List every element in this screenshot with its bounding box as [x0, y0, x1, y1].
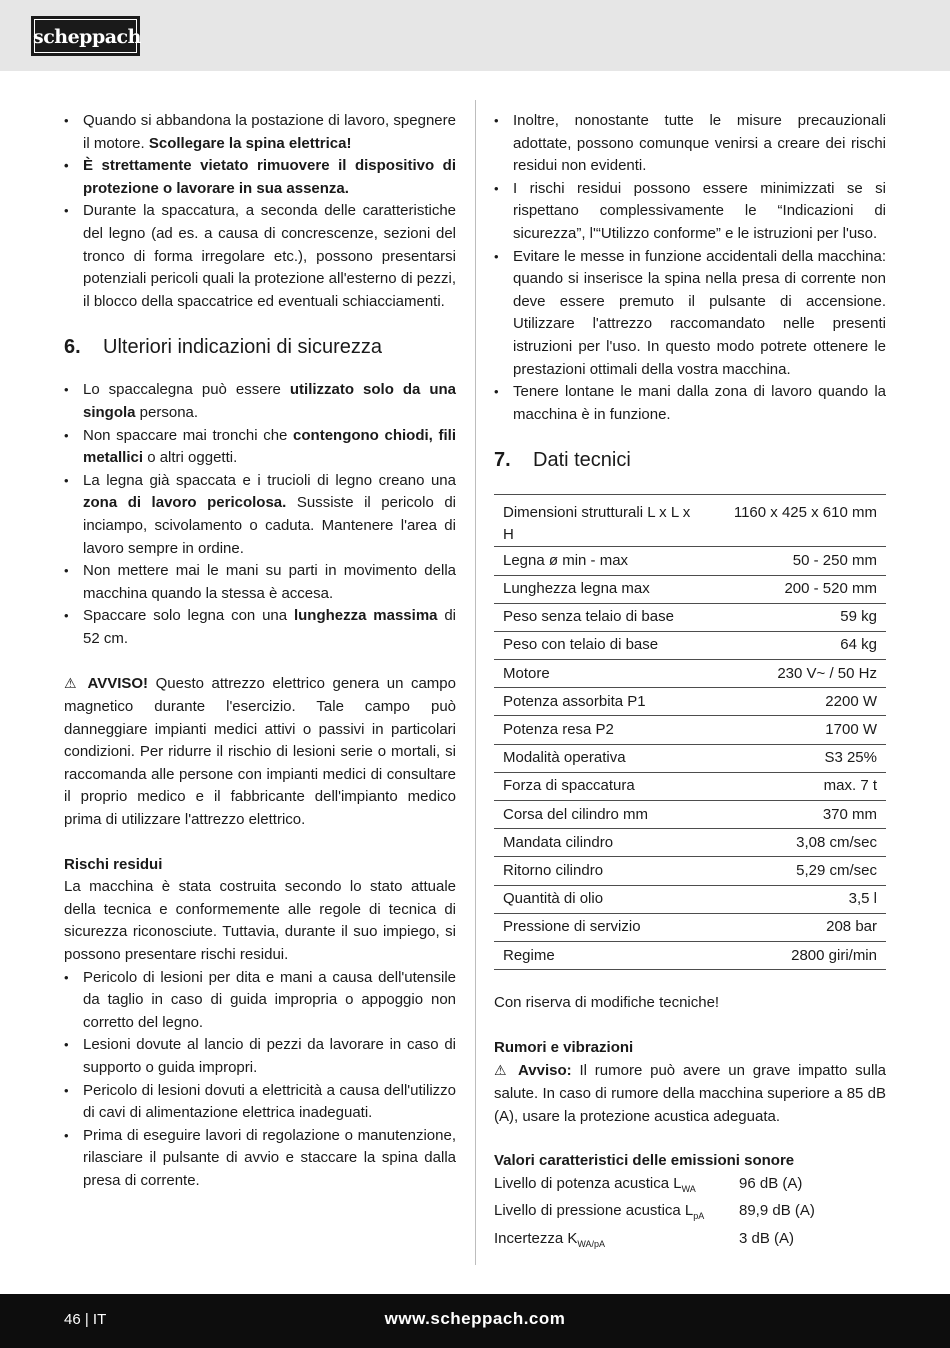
table-row — [494, 575, 886, 603]
section-6-list — [64, 379, 456, 650]
spec-value: 1700 W — [825, 721, 877, 739]
noise-warning — [494, 1059, 886, 1128]
item-text: Sussiste il pericolo di inciampo, scivolamento o caduta. Mantenere l'area di lavoro sempre in ordine. — [83, 494, 456, 557]
list-item: • Pericolo di lesioni dovuti a elettricità a causa dell'utilizzo di cavi di alimentazione elettrica inadeguati. — [64, 1080, 456, 1125]
item-text: Spaccare solo legna con una — [83, 607, 294, 625]
magnetic-field-warning — [64, 672, 456, 831]
spec-value: 370 mm — [822, 805, 877, 823]
spec-label: Ritorno cilindro — [503, 861, 604, 879]
section-title: Dati tecnici — [533, 449, 631, 472]
item-text: Lo spaccalegna può essere — [83, 381, 290, 399]
item-bold-text: Scollegare la spina elettrica! — [148, 134, 352, 152]
emission-row — [494, 1228, 886, 1256]
item-text: Quando si abbandona la postazione di lavoro, spegnere il motore. — [83, 112, 456, 152]
safety-list-continued — [494, 110, 886, 426]
emission-label-text: Livello di pressione acustica L — [494, 1202, 694, 1220]
warning-text: Questo attrezzo elettrico genera un campo magnetico durante l'esercizio. Tale campo può danneggiare impianti medici attivi o passivi in particolari condizioni. Per ridurre il rischio di lesioni serie o mortali, si raccomanda alle persone con impianti medici di consultare il proprio medico e il fabbricante dell'impianto medico prima di utilizzare l'attrezzo elettrico. — [64, 675, 456, 829]
residual-risks-list — [64, 967, 456, 1193]
item-text: Durante la spaccatura, a seconda delle caratteristiche del legno (ad es. a causa di concrescenze, sezioni del tronco di forma irregolare etc.), possono presentarsi potenziali pericoli quali la protezione all'esterno di pezzi, il blocco della spaccatrice ed eventuali schiacciamenti. — [83, 202, 456, 310]
table-row — [494, 913, 886, 941]
spec-value: 3,08 cm/sec — [796, 833, 877, 851]
spec-label: Regime — [503, 946, 555, 964]
item-bold-text: lunghezza massima — [293, 607, 438, 625]
spec-label: Pressione di servizio — [503, 918, 641, 936]
warning-icon: ⚠ — [494, 1062, 511, 1079]
table-row — [494, 603, 886, 631]
spec-value: 50 - 250 mm — [792, 551, 877, 569]
table-row — [494, 941, 886, 969]
emission-value: 89,9 dB (A) — [739, 1202, 815, 1220]
spec-label: Potenza resa P2 — [503, 721, 614, 739]
warning-icon: ⚠ — [64, 675, 80, 692]
item-text: La legna già spaccata e i trucioli di legno creano una — [83, 471, 456, 489]
table-row — [494, 857, 886, 885]
header-bar — [0, 0, 950, 71]
table-row — [494, 772, 886, 800]
section-6-heading — [64, 333, 456, 361]
list-item — [64, 425, 456, 470]
item-bold-text: utilizzato solo da una singola — [83, 381, 456, 421]
spec-value: 3,5 l — [848, 890, 877, 908]
spec-value: 2200 W — [825, 692, 877, 710]
list-item — [64, 470, 456, 560]
spec-label: Quantità di olio — [503, 890, 604, 908]
section-number: 6. — [64, 336, 81, 359]
spec-label: Potenza assorbita P1 — [503, 692, 646, 710]
table-row — [494, 547, 886, 575]
section-number: 7. — [494, 449, 511, 472]
warning-label: AVVISO! — [87, 675, 149, 693]
table-row — [494, 495, 886, 547]
right-column — [494, 110, 886, 1255]
list-item: • Prima di eseguire lavori di regolazione o manutenzione, rilasciare il pulsante di avvio e staccare la spina dalla presa di corrente. — [64, 1125, 456, 1193]
emission-row — [494, 1200, 886, 1228]
table-row — [494, 688, 886, 716]
spec-value: 1160 x 425 x 610 mm — [733, 504, 877, 522]
section-7-heading — [494, 446, 886, 474]
brand-logo: scheppach — [31, 16, 140, 56]
spec-value: 230 V~ / 50 Hz — [777, 664, 877, 682]
list-item: • Evitare le messe in funzione accidentali della macchina: quando si inserisce la spina nella presa di corrente non deve essere premuto il pulsante di accensione. Utilizzare l'attrezzo raccomandato nelle presenti istruzioni per l'uso. In questo modo potrete ottenere le prestazioni ottimali della vostra macchina. — [494, 246, 886, 382]
emission-subscript: pA — [693, 1211, 705, 1222]
emission-value: 96 dB (A) — [739, 1174, 803, 1192]
emission-row — [494, 1173, 886, 1201]
item-text: di 52 cm. — [83, 607, 457, 647]
list-item: • I rischi residui possono essere minimizzati se si rispettano complessivamente le “Indicazioni di sicurezza”, l'“Utilizzo conforme” e le istruzioni per l'uso. — [494, 178, 886, 246]
residual-risks-heading: Rischi residui — [64, 855, 163, 873]
spec-value: 200 - 520 mm — [784, 580, 877, 598]
list-item: • Tenere lontane le mani dalla zona di lavoro quando la macchina è in funzione. — [494, 381, 886, 426]
spec-label: Corsa del cilindro mm — [503, 805, 649, 823]
item-bold-text: contengono chiodi, fili metallici — [83, 426, 456, 467]
spec-value: 64 kg — [840, 636, 877, 654]
page-number: 46 | IT — [64, 1311, 107, 1328]
emissions-heading: Valori caratteristici delle emissioni sonore — [494, 1152, 795, 1170]
list-item: • Lesioni dovute al lancio di pezzi da lavorare in caso di supporto o guida impropri. — [64, 1034, 456, 1079]
emission-label — [494, 1200, 739, 1228]
spec-value: S3 25% — [824, 749, 877, 767]
spec-label: Dimensioni strutturali L x L x H — [503, 504, 691, 544]
list-item — [64, 110, 456, 155]
spec-value: 208 bar — [826, 918, 877, 936]
table-row — [494, 631, 886, 659]
warning-text: Il rumore può avere un grave impatto sulla salute. In caso di rumore della macchina superiore a 85 dB (A), usare la protezione acustica adeguata. — [494, 1062, 886, 1125]
spec-label: Motore — [503, 664, 550, 682]
spec-value: max. 7 t — [823, 777, 877, 795]
spec-label: Mandata cilindro — [503, 833, 614, 851]
list-item — [64, 605, 456, 650]
emission-label-text: Incertezza K — [494, 1229, 578, 1247]
table-row — [494, 829, 886, 857]
item-text: o altri oggetti. — [143, 449, 238, 467]
left-column — [64, 110, 456, 1193]
table-row — [494, 885, 886, 913]
item-bold-text: È strettamente vietato rimuovere il dispositivo di protezione o lavorare in sua assenza. — [83, 157, 456, 197]
footer-bar — [0, 1294, 950, 1348]
list-item — [64, 155, 456, 200]
emission-label — [494, 1173, 739, 1201]
warning-label: Avviso: — [518, 1062, 572, 1080]
list-item — [64, 560, 456, 605]
spec-label: Peso con telaio di base — [503, 636, 659, 654]
item-bold-text: zona di lavoro pericolosa. — [83, 494, 287, 512]
spec-label: Legna ø min - max — [503, 551, 629, 569]
noise-heading: Rumori e vibrazioni — [494, 1038, 634, 1056]
spec-label: Modalità operativa — [503, 749, 626, 767]
item-text: Non spaccare mai tronchi che — [83, 426, 294, 444]
emission-subscript: WA/pA — [577, 1238, 606, 1249]
table-row — [494, 716, 886, 744]
item-text: Non mettere mai le mani su parti in movimento della macchina quando la stessa è accesa. — [83, 562, 456, 602]
emission-label-text: Livello di potenza acustica L — [494, 1174, 682, 1192]
list-item: • Pericolo di lesioni per dita e mani a causa dell'utensile da taglio in caso di guida impropria o appoggio non corretto del legno. — [64, 967, 456, 1035]
tech-data-table — [494, 494, 886, 970]
spec-value: 5,29 cm/sec — [796, 861, 877, 879]
table-row — [494, 660, 886, 688]
table-row — [494, 744, 886, 772]
spec-value: 59 kg — [840, 608, 877, 626]
reservation-note: Con riserva di modifiche tecniche! — [494, 994, 720, 1012]
section-title: Ulteriori indicazioni di sicurezza — [103, 336, 382, 359]
safety-list-intro — [64, 110, 456, 313]
emission-value: 3 dB (A) — [739, 1229, 795, 1247]
list-item — [64, 379, 456, 424]
emission-subscript: WA — [681, 1183, 696, 1194]
spec-label: Peso senza telaio di base — [503, 608, 674, 626]
column-divider — [475, 100, 476, 1265]
spec-label: Lunghezza legna max — [503, 580, 650, 598]
list-item — [64, 200, 456, 313]
spec-value: 2800 giri/min — [791, 946, 877, 964]
spec-label: Forza di spaccatura — [503, 777, 635, 795]
residual-risks-intro: La macchina è stata costruita secondo lo stato attuale della tecnica e conformemente alle regole di tecnica di sicurezza riconosciute. Tuttavia, durante il suo impiego, si possono presentare rischi residui. — [64, 878, 456, 963]
item-text: persona. — [135, 403, 199, 421]
emissions-list — [494, 1173, 886, 1256]
list-item: • Inoltre, nonostante tutte le misure precauzionali adottate, possono comunque venirsi a creare dei rischi residui non evidenti. — [494, 110, 886, 178]
emission-label — [494, 1228, 739, 1256]
website-link[interactable]: www.scheppach.com — [384, 1309, 566, 1328]
table-row — [494, 801, 886, 829]
